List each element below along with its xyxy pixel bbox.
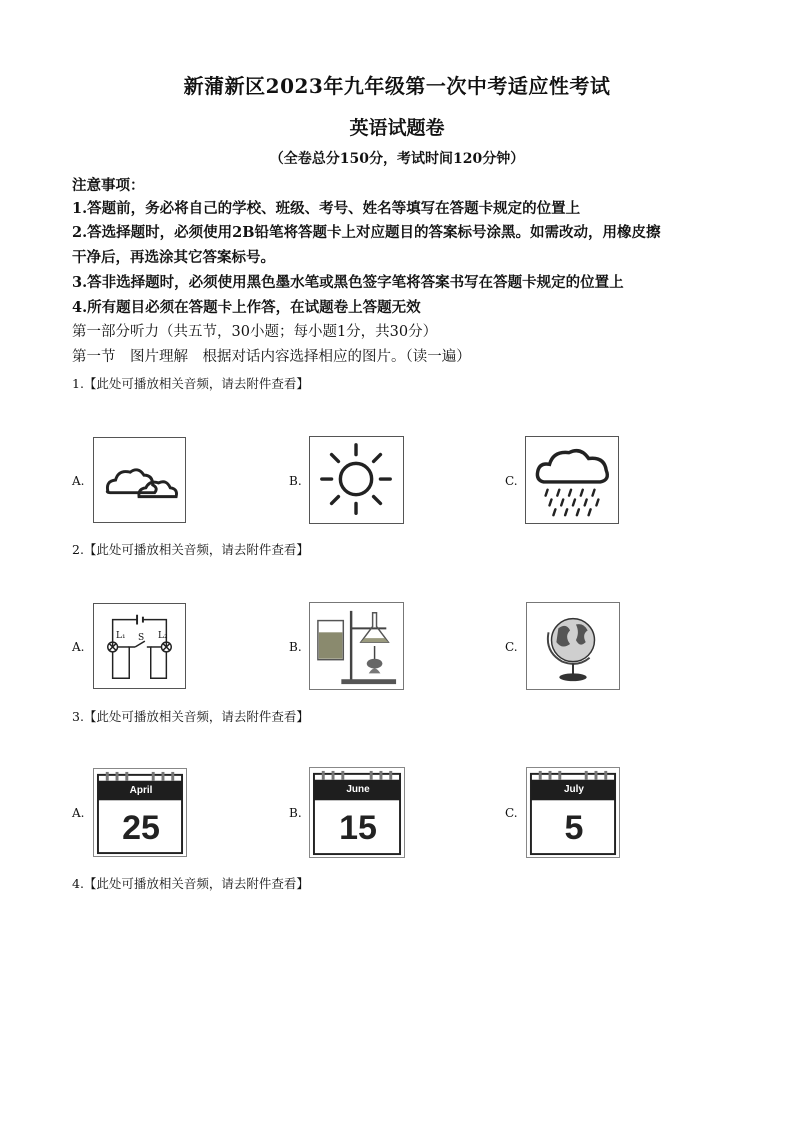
notes-heading: 注意事项：: [72, 177, 145, 194]
clouds-icon[interactable]: [93, 437, 186, 523]
note-item: 干净后，再选涂其它答案标号。: [72, 249, 275, 266]
circuit-label: L₂: [158, 631, 168, 641]
calendar-month: April: [129, 785, 153, 796]
option-letter: B.: [289, 474, 302, 488]
note-item: 4.所有题目必须在答题卡上作答，在试题卷上答题无效: [72, 299, 421, 316]
note-item: 3.答非选择题时，必须使用黑色墨水笔或黑色签字笔将答案书写在答题卡规定的位置上: [72, 274, 624, 291]
lab-apparatus-icon[interactable]: [309, 602, 404, 690]
circuit-label: S: [138, 633, 145, 643]
question-3-label[interactable]: 3.【此处可播放相关音频，请去附件查看】: [72, 709, 309, 724]
option-letter: C.: [505, 474, 518, 488]
calendar-icon[interactable]: [309, 767, 405, 858]
part1-heading: 第一部分听力（共五节，30小题；每小题1分，共30分）: [72, 324, 438, 340]
question-2-label[interactable]: 2.【此处可播放相关音频，请去附件查看】: [72, 542, 309, 557]
calendar-day: 5: [564, 809, 584, 847]
calendar-month: June: [346, 784, 370, 795]
option-letter: B.: [289, 640, 302, 654]
calendar-day: 25: [122, 809, 160, 847]
question-1-label[interactable]: 1.【此处可播放相关音频，请去附件查看】: [72, 376, 309, 391]
circuit-icon[interactable]: [93, 603, 186, 689]
exam-subtitle: 英语试题卷: [349, 117, 445, 139]
option-letter: C.: [505, 806, 518, 820]
calendar-icon[interactable]: [526, 767, 620, 858]
calendar-day: 15: [339, 809, 377, 847]
option-letter: A.: [72, 640, 85, 654]
option-letter: A.: [72, 806, 85, 820]
option-letter: B.: [289, 806, 302, 820]
sun-icon[interactable]: [309, 436, 404, 524]
rain-icon[interactable]: [525, 436, 619, 524]
circuit-label: L₁: [116, 631, 126, 641]
note-item: 1.答题前，务必将自己的学校、班级、考号、姓名等填写在答题卡规定的位置上: [72, 200, 581, 217]
globe-icon[interactable]: [526, 602, 620, 690]
question-4-label[interactable]: 4.【此处可播放相关音频，请去附件查看】: [72, 876, 309, 891]
note-item: 2.答选择题时，必须使用2B铅笔将答题卡上对应题目的答案标号涂黑。如需改动，用橡皮擦: [72, 224, 661, 241]
calendar-month: July: [563, 784, 584, 795]
option-letter: A.: [72, 474, 85, 488]
exam-title: 新蒲新区2023年九年级第一次中考适应性考试: [183, 74, 611, 98]
exam-info: （全卷总分150分，考试时间120分钟）: [269, 151, 525, 167]
option-letter: C.: [505, 640, 518, 654]
section1-heading: 第一节 图片理解 根据对话内容选择相应的图片。（读一遍）: [72, 349, 471, 365]
calendar-icon[interactable]: [93, 768, 187, 857]
